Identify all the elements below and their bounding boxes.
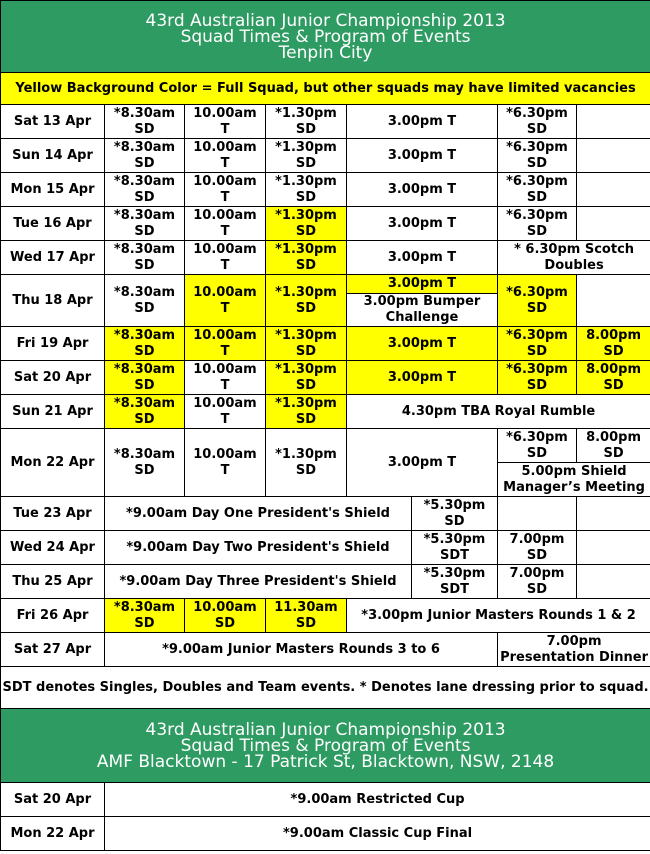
scotch-doubles-cell: * 6.30pm Scotch Doubles (498, 241, 650, 275)
header-venue: AMF Blacktown - 17 Patrick St, Blacktown, NSW, 2148 (96, 751, 555, 772)
day-label: Tue 16 Apr (1, 207, 105, 241)
day-label: Wed 24 Apr (1, 531, 105, 565)
squad-cell: *1.30pm SD (266, 139, 347, 173)
squad-cell: 10.00am T (185, 139, 266, 173)
squad-cell-full: *1.30pm SD (266, 275, 347, 327)
header-tenpin-city (1, 1, 650, 73)
table-row (1, 139, 650, 173)
squad-cell: 3.00pm T (347, 173, 498, 207)
classic-cup-cell: *9.00am Classic Cup Final (105, 817, 650, 851)
squad-cell: *1.30pm SD (266, 429, 347, 497)
day-label: Sat 13 Apr (1, 105, 105, 139)
squad-cell-full: *6.30pm SD (498, 275, 577, 327)
squad-cell-full: 11.30am SD (266, 599, 347, 633)
table-row (1, 783, 650, 817)
header-venue: Tenpin City (278, 42, 373, 63)
table-row (1, 817, 650, 851)
squad-cell: 3.00pm T (347, 429, 498, 497)
presidents-shield-cell: *9.00am Day One President's Shield (105, 497, 412, 531)
squad-cell: *6.30pm SD (498, 429, 577, 463)
table-row (1, 497, 650, 531)
junior-masters-cell: *9.00am Junior Masters Rounds 3 to 6 (105, 633, 498, 667)
day-label: Mon 15 Apr (1, 173, 105, 207)
footnote: SDT denotes Singles, Doubles and Team events. * Denotes lane dressing prior to squad. (1, 667, 650, 709)
squad-cell: 10.00am T (185, 395, 266, 429)
empty-cell (498, 497, 577, 531)
squad-cell: 3.00pm T (347, 207, 498, 241)
squad-cell-full: *1.30pm SD (266, 241, 347, 275)
squad-cell: 10.00am T (185, 429, 266, 497)
table-row (1, 429, 650, 463)
squad-cell: *5.30pm SD (412, 497, 498, 531)
table-row (1, 395, 650, 429)
royal-rumble-cell: 4.30pm TBA Royal Rumble (347, 395, 650, 429)
empty-cell (577, 497, 650, 531)
squad-cell-full: 3.00pm T (347, 327, 498, 361)
table-row (1, 327, 650, 361)
squad-cell: *5.30pm SDT (412, 565, 498, 599)
squad-cell: *5.30pm SDT (412, 531, 498, 565)
squad-cell-full: *6.30pm SD (498, 361, 577, 395)
squad-cell: 10.00am T (185, 173, 266, 207)
squad-cell: *8.30am SD (105, 241, 185, 275)
squad-cell-full: *1.30pm SD (266, 395, 347, 429)
header-subtitle: Squad Times & Program of Events (180, 735, 471, 756)
shield-meeting-cell: 5.00pm Shield Manager’s Meeting (498, 463, 650, 497)
squad-cell: *8.30am SD (105, 139, 185, 173)
day-label: Thu 25 Apr (1, 565, 105, 599)
squad-cell: *6.30pm SD (498, 105, 577, 139)
squad-cell: *1.30pm SD (266, 105, 347, 139)
squad-cell-full: *8.30am SD (105, 395, 185, 429)
squad-cell: 10.00am T (185, 207, 266, 241)
squad-cell: 3.00pm T (347, 241, 498, 275)
table-row (1, 105, 650, 139)
squad-cell: *6.30pm SD (498, 207, 577, 241)
squad-cell-full: 8.00pm SD (577, 361, 650, 395)
squad-cell: 7.00pm SD (498, 531, 577, 565)
squad-cell: 3.00pm T (347, 105, 498, 139)
empty-cell (577, 139, 650, 173)
table-row (1, 207, 650, 241)
squad-cell-full: *1.30pm SD (266, 207, 347, 241)
empty-cell (577, 173, 650, 207)
table-row (1, 599, 650, 633)
day-label: Thu 18 Apr (1, 275, 105, 327)
empty-cell (577, 565, 650, 599)
empty-cell (577, 531, 650, 565)
day-label: Sat 27 Apr (1, 633, 105, 667)
squad-cell-full: *1.30pm SD (266, 361, 347, 395)
table-row (1, 275, 650, 294)
squad-cell-full: 8.00pm SD (577, 327, 650, 361)
squad-cell: *6.30pm SD (498, 139, 577, 173)
squad-cell-full: 10.00am T (185, 327, 266, 361)
presentation-dinner-cell: 7.00pm Presentation Dinner (498, 633, 650, 667)
squad-cell-full: 10.00am SD (185, 599, 266, 633)
day-label: Mon 22 Apr (1, 429, 105, 497)
squad-cell-full: 3.00pm T (347, 361, 498, 395)
day-label: Tue 23 Apr (1, 497, 105, 531)
header-amf-blacktown (1, 709, 650, 783)
squad-cell: 10.00am T (185, 241, 266, 275)
day-label: Mon 22 Apr (1, 817, 105, 851)
squad-cell-full: *8.30am SD (105, 327, 185, 361)
squad-cell: *8.30am SD (105, 207, 185, 241)
squad-cell: *1.30pm SD (266, 173, 347, 207)
day-label: Fri 19 Apr (1, 327, 105, 361)
day-label: Sun 14 Apr (1, 139, 105, 173)
presidents-shield-cell: *9.00am Day Two President's Shield (105, 531, 412, 565)
squad-cell: *8.30am SD (105, 173, 185, 207)
table-row (1, 361, 650, 395)
table-row (1, 531, 650, 565)
squad-cell: 7.00pm SD (498, 565, 577, 599)
legend-note: Yellow Background Color = Full Squad, but other squads may have limited vacancies (1, 73, 650, 105)
header-subtitle: Squad Times & Program of Events (180, 26, 471, 47)
header-title: 43rd Australian Junior Championship 2013 (145, 719, 506, 740)
empty-cell (577, 105, 650, 139)
squad-cell-full: *1.30pm SD (266, 327, 347, 361)
empty-cell (577, 275, 650, 327)
squad-cell-full: *6.30pm SD (498, 327, 577, 361)
squad-cell-full: *8.30am SD (105, 599, 185, 633)
junior-masters-cell: *3.00pm Junior Masters Rounds 1 & 2 (347, 599, 650, 633)
day-label: Sun 21 Apr (1, 395, 105, 429)
squad-cell: 10.00am T (185, 361, 266, 395)
header-title: 43rd Australian Junior Championship 2013 (145, 10, 506, 31)
day-label: Sat 20 Apr (1, 783, 105, 817)
squad-cell-full: *8.30am SD (105, 361, 185, 395)
day-label: Sat 20 Apr (1, 361, 105, 395)
squad-cell: *8.30am SD (105, 275, 185, 327)
squad-cell: 3.00pm T (347, 139, 498, 173)
table-row (1, 173, 650, 207)
table-row (1, 241, 650, 275)
squad-cell-full: 3.00pm T (347, 275, 498, 294)
presidents-shield-cell: *9.00am Day Three President's Shield (105, 565, 412, 599)
squad-cell: 8.00pm SD (577, 429, 650, 463)
table-row (1, 633, 650, 667)
squad-cell: *6.30pm SD (498, 173, 577, 207)
table-row (1, 565, 650, 599)
squad-cell: *8.30am SD (105, 105, 185, 139)
day-label: Fri 26 Apr (1, 599, 105, 633)
squad-cell: 10.00am T (185, 105, 266, 139)
bumper-challenge-cell: 3.00pm Bumper Challenge (347, 294, 498, 327)
squad-cell: *8.30am SD (105, 429, 185, 497)
squad-cell-full: 10.00am T (185, 275, 266, 327)
day-label: Wed 17 Apr (1, 241, 105, 275)
restricted-cup-cell: *9.00am Restricted Cup (105, 783, 650, 817)
empty-cell (577, 207, 650, 241)
